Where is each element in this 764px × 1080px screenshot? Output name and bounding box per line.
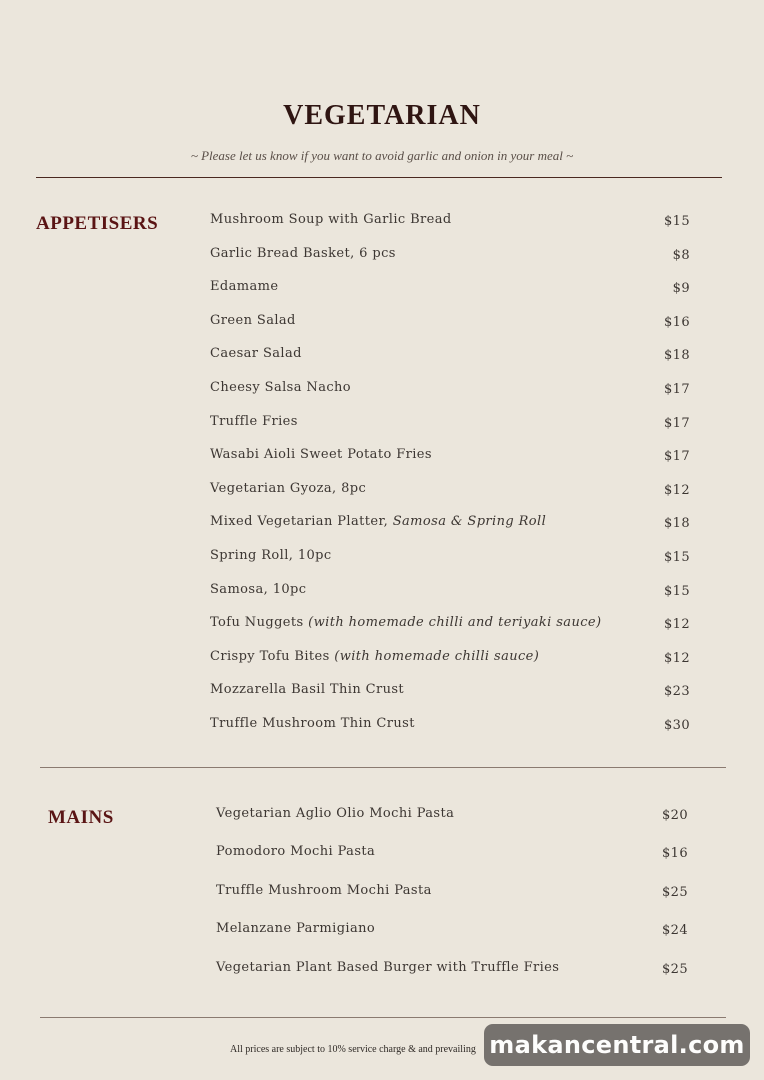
menu-item-price: $17 xyxy=(663,449,690,465)
menu-item-price: $15 xyxy=(663,214,690,229)
menu-item-label: Garlic Bread Basket, 6 pcs xyxy=(210,245,396,261)
menu-item-note: (with homemade chilli sauce) xyxy=(334,648,540,664)
menu-subtitle: ~ Please let us know if you want to avoid garlic and onion in your meal ~ xyxy=(190,148,574,163)
menu-item-name xyxy=(210,279,278,294)
menu-item-label: Tofu Nuggets xyxy=(210,615,304,631)
menu-item-price: $18 xyxy=(663,516,690,532)
menu-item-label: Edamame xyxy=(210,279,279,295)
menu-item-name xyxy=(216,883,432,898)
menu-item-name xyxy=(210,414,298,429)
menu-item-name xyxy=(216,806,454,821)
menu-item-name xyxy=(210,447,432,462)
divider-top xyxy=(36,177,722,178)
menu-item-name xyxy=(210,514,546,529)
menu-item-price: $9 xyxy=(672,281,690,297)
menu-item-label: Cheesy Salsa Nacho xyxy=(210,380,352,395)
menu-item-label: Mixed Vegetarian Platter, xyxy=(210,514,389,530)
menu-item xyxy=(210,716,690,736)
menu-item xyxy=(216,883,688,903)
menu-item-name xyxy=(210,582,306,597)
divider-bottom xyxy=(40,1017,726,1018)
menu-item-name xyxy=(216,844,375,859)
menu-item-label: Wasabi Aioli Sweet Potato Fries xyxy=(210,447,432,463)
menu-item xyxy=(216,844,688,864)
menu-item-label: Vegetarian Aglio Olio Mochi Pasta xyxy=(216,806,455,821)
menu-item-label: Truffle Fries xyxy=(210,413,298,429)
menu-item xyxy=(210,279,690,299)
menu-item-label: Spring Roll, 10pc xyxy=(210,548,332,563)
menu-item-label: Vegetarian Gyoza, 8pc xyxy=(210,480,367,496)
menu-item xyxy=(210,447,690,467)
menu-title: VEGETARIAN xyxy=(283,100,481,131)
menu-item-name xyxy=(210,716,415,731)
menu-item xyxy=(216,921,688,941)
watermark-text: makancentral.com xyxy=(489,1031,745,1059)
menu-item-price: $25 xyxy=(661,884,688,900)
menu-item-name xyxy=(210,682,404,697)
menu-item-label: Samosa, 10pc xyxy=(210,581,307,597)
menu-item-name xyxy=(210,313,296,328)
menu-item-price: $23 xyxy=(663,684,690,700)
menu-item-label: Caesar Salad xyxy=(210,346,302,362)
menu-item-price: $16 xyxy=(663,314,690,330)
menu-item xyxy=(216,960,688,980)
menu-item xyxy=(210,682,690,702)
menu-item-price: $20 xyxy=(661,808,688,823)
menu-item xyxy=(210,414,690,434)
menu-item-note: Samosa & Spring Roll xyxy=(392,514,547,530)
menu-item-name xyxy=(210,615,601,630)
menu-item-price: $18 xyxy=(663,348,690,364)
menu-item-name xyxy=(210,548,332,563)
menu-item-price: $8 xyxy=(672,247,690,263)
menu-item xyxy=(210,346,690,366)
menu-item xyxy=(210,649,690,669)
menu-item-label: Vegetarian Plant Based Burger with Truffle Fries xyxy=(216,959,560,975)
menu-item-label: Mozzarella Basil Thin Crust xyxy=(210,682,405,698)
menu-item-name xyxy=(210,212,452,227)
menu-item xyxy=(210,380,690,400)
menu-item-price: $15 xyxy=(663,583,690,599)
menu-item-label: Green Salad xyxy=(210,312,296,328)
menu-item-price: $12 xyxy=(663,650,690,666)
menu-item-price: $25 xyxy=(661,961,688,977)
menu-item-price: $17 xyxy=(663,382,690,397)
menu-item-label: Truffle Mushroom Mochi Pasta xyxy=(216,882,432,898)
menu-item-label: Crispy Tofu Bites xyxy=(210,648,330,664)
menu-item-name xyxy=(210,649,539,664)
menu-item-price: $15 xyxy=(663,550,690,565)
menu-item-price: $12 xyxy=(663,482,690,498)
menu-item-label: Truffle Mushroom Thin Crust xyxy=(210,716,415,731)
menu-item xyxy=(210,313,690,333)
service-charge-note: All prices are subject to 10% service charge & and prevailing xyxy=(230,1044,476,1055)
divider-middle xyxy=(40,767,726,768)
menu-item-price: $30 xyxy=(663,718,690,733)
mains-heading: MAINS xyxy=(48,807,114,828)
menu-item xyxy=(210,615,690,635)
menu-item-price: $24 xyxy=(661,923,688,939)
menu-item-price: $17 xyxy=(663,415,690,431)
menu-item-note: (with homemade chilli and teriyaki sauce) xyxy=(308,615,602,631)
menu-item-price: $16 xyxy=(661,846,688,862)
menu-item xyxy=(210,481,690,501)
menu-item-label: Pomodoro Mochi Pasta xyxy=(216,844,376,860)
menu-item-label: Melanzane Parmigiano xyxy=(216,921,376,937)
menu-item xyxy=(210,548,690,568)
menu-item-name xyxy=(216,960,559,975)
menu-item-name xyxy=(210,346,302,361)
menu-item-name xyxy=(210,481,366,496)
menu-item-price: $12 xyxy=(663,617,690,633)
menu-item xyxy=(210,514,690,534)
watermark-badge xyxy=(484,1024,750,1066)
menu-item xyxy=(210,246,690,266)
menu-item xyxy=(210,212,690,232)
appetisers-heading: APPETISERS xyxy=(36,213,159,234)
menu-item xyxy=(210,582,690,602)
menu-item-name xyxy=(210,380,351,395)
menu-item-name xyxy=(210,246,396,261)
menu-item-label: Mushroom Soup with Garlic Bread xyxy=(210,212,452,227)
menu-item xyxy=(216,806,688,826)
menu-item-name xyxy=(216,921,375,936)
